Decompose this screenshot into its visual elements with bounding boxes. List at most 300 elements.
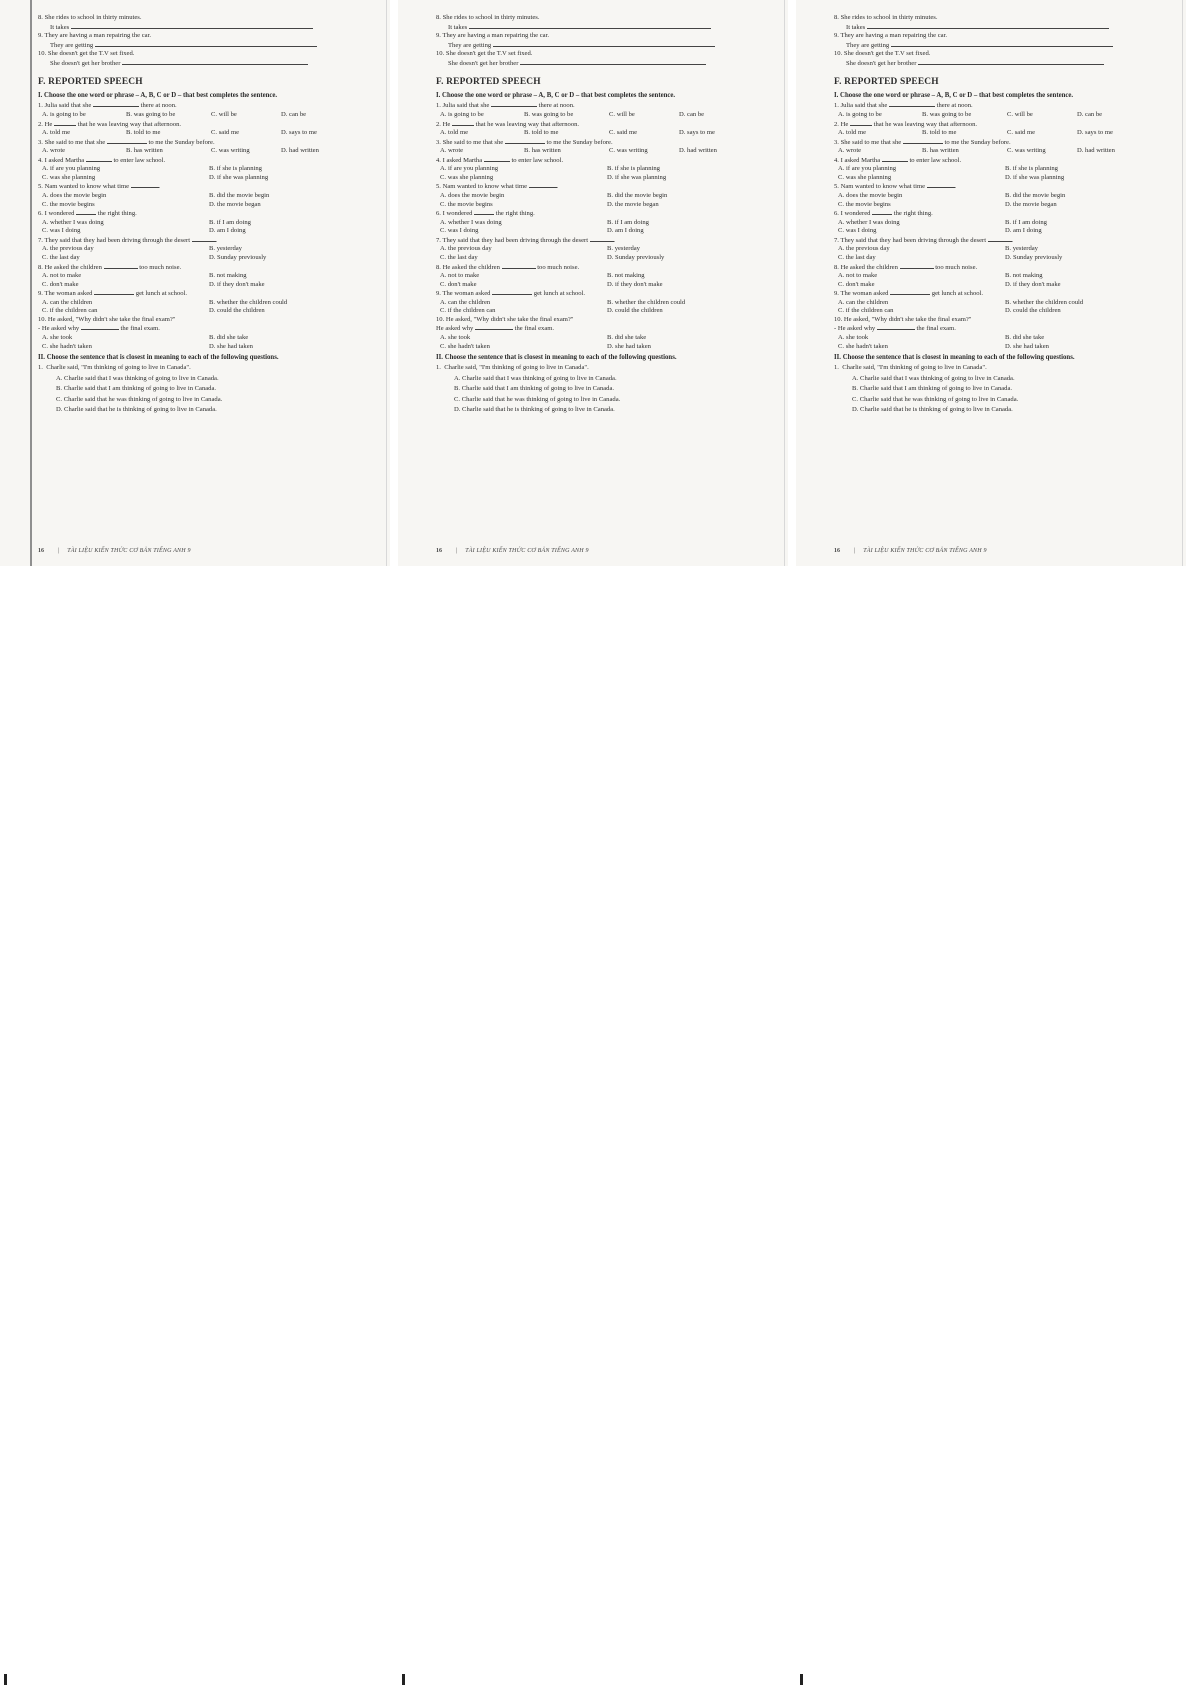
section-title: F. REPORTED SPEECH — [38, 77, 143, 88]
question-item — [38, 156, 376, 183]
option-b: B. if she is planning — [607, 165, 660, 173]
answer-blank — [76, 209, 96, 215]
option-b: B. told to me — [126, 129, 161, 137]
option-d: D. could the children — [209, 307, 265, 315]
option-b: B. did she take — [607, 334, 647, 342]
answer-blank — [131, 182, 161, 191]
question-stem: He asked why — [436, 325, 474, 333]
bottom-edge-mark — [4, 1674, 7, 1685]
question-stem-end: to enter law school. — [511, 156, 564, 164]
answer-blank — [491, 101, 537, 107]
rewrite-question — [436, 364, 774, 415]
answer-blank — [469, 23, 711, 29]
question-stem: - He asked why — [38, 325, 80, 333]
question-stem-end: the final exam. — [514, 325, 555, 333]
option-b: B. Charlie said that I am thinking of going to live in Canada. — [852, 385, 1013, 393]
rewrite-question — [834, 364, 1172, 415]
option-a: A. can the children — [440, 298, 491, 306]
option-d: D. if she was planning — [607, 173, 667, 181]
option-d: D. Sunday previously — [209, 253, 267, 261]
answer-blank — [850, 120, 872, 126]
option-a: A. Charlie said that I was thinking of going to live in Canada. — [454, 374, 617, 382]
option-d: D. Charlie said that he is thinking of going to live in Canada. — [56, 406, 217, 414]
option-a: A. the previous day — [42, 245, 94, 253]
page-fold-edge — [1182, 0, 1183, 566]
part-instruction: II. Choose the sentence that is closest in meaning to each of the following questions. — [38, 354, 279, 362]
option-d: D. Charlie said that he is thinking of going to live in Canada. — [454, 406, 615, 414]
option-c: C. said me — [1007, 129, 1036, 137]
option-c: C. the last day — [42, 253, 80, 261]
option-b: B. was going to be — [922, 110, 972, 118]
question-stem: 4. I asked Martha — [436, 156, 483, 164]
option-b: B. told to me — [524, 129, 559, 137]
question-item — [436, 138, 774, 156]
question-item — [834, 156, 1172, 183]
question-item — [38, 120, 376, 138]
answer-blank — [505, 138, 545, 144]
option-a: A. is going to be — [838, 110, 882, 118]
option-d: D. the movie began — [209, 200, 261, 208]
option-d: D. she had taken — [607, 342, 651, 350]
answer-prefix: It takes — [50, 23, 70, 31]
option-d: D. had written — [1077, 147, 1115, 155]
answer-blank — [872, 209, 892, 215]
answer-blank — [122, 59, 308, 65]
answer-blank — [903, 138, 943, 144]
item-number: 8. — [38, 14, 43, 21]
option-a: A. does the movie begin — [440, 192, 505, 200]
footer-separator: | — [456, 548, 458, 554]
continuation-item — [834, 32, 1172, 50]
part-instruction: II. Choose the sentence that is closest in meaning to each of the following questions. — [436, 354, 677, 362]
question-stem: 3. She said to me that she — [436, 138, 504, 146]
continuation-item — [436, 50, 774, 68]
option-d: D. if they don't make — [607, 280, 663, 288]
option-c: C. if the children can — [838, 307, 894, 315]
question-stem-end: the final exam. — [120, 325, 160, 333]
section-title: F. REPORTED SPEECH — [834, 77, 939, 88]
answer-blank — [474, 209, 494, 215]
item-stem: Charlie said, "I'm thinking of going to live in Canada". — [444, 364, 589, 371]
item-stem: She rides to school in thirty minutes. — [442, 14, 540, 21]
page-footer — [834, 548, 987, 556]
part-instruction: I. Choose the one word or phrase – A, B, C or D – that best completes the sentence. — [38, 91, 278, 99]
question-stem: 2. He — [38, 120, 53, 128]
option-a: A. Charlie said that I was thinking of going to live in Canada. — [56, 374, 219, 382]
option-b: B. was going to be — [126, 110, 176, 118]
option-b: B. was going to be — [524, 110, 574, 118]
option-c: C. was I doing — [42, 227, 81, 235]
option-a: A. not to make — [42, 272, 82, 280]
page-number: 16 — [436, 548, 442, 554]
question-stem: 5. Nam wanted to know what time — [436, 183, 528, 191]
option-c: C. don't make — [838, 280, 875, 288]
option-a: A. Charlie said that I was thinking of going to live in Canada. — [852, 374, 1015, 382]
question-stem-end: the right thing. — [495, 210, 535, 218]
option-d: D. had written — [281, 147, 319, 155]
question-stem: 5. Nam wanted to know what time — [38, 183, 130, 191]
option-d: D. she had taken — [209, 342, 253, 350]
option-c: C. will be — [211, 110, 237, 118]
question-stem: 5. Nam wanted to know what time — [834, 183, 926, 191]
question-stem-end: . — [158, 183, 161, 191]
option-a: A. the previous day — [838, 245, 890, 253]
answer-blank — [104, 263, 138, 269]
question-stem-end: that he was leaving way that afternoon. — [873, 120, 978, 128]
question-stem: - He asked why — [834, 325, 876, 333]
option-b: B. if I am doing — [607, 218, 649, 226]
answer-prefix: She doesn't get her brother — [50, 59, 121, 67]
question-stem: 1. Julia said that she — [436, 102, 490, 110]
option-d: D. says to me — [1077, 129, 1113, 137]
question-item — [834, 263, 1172, 290]
answer-prefix: It takes — [846, 23, 866, 31]
question-item — [38, 316, 376, 351]
option-c: C. was writing — [1007, 147, 1046, 155]
bottom-edge-mark — [800, 1674, 803, 1685]
item-stem: They are having a man repairing the car. — [442, 32, 550, 40]
option-a: A. if are you planning — [42, 165, 101, 173]
option-a: A. the previous day — [440, 245, 492, 253]
option-d: D. if they don't make — [209, 280, 265, 288]
question-item — [436, 263, 774, 290]
continuation-item — [436, 14, 774, 32]
question-stem-end: that he was leaving way that afternoon. — [475, 120, 580, 128]
answer-blank — [107, 138, 147, 144]
option-b: B. not making — [607, 272, 645, 280]
item-stem: They are having a man repairing the car. — [44, 32, 152, 40]
option-d: D. had written — [679, 147, 717, 155]
question-item — [436, 156, 774, 183]
bottom-edge-mark — [402, 1674, 405, 1685]
question-item — [834, 236, 1172, 263]
option-b: B. told to me — [922, 129, 957, 137]
rewrite-question — [38, 364, 376, 415]
question-stem-end: too much noise. — [935, 263, 978, 271]
option-c: C. if the children can — [42, 307, 98, 315]
footer-separator: | — [854, 548, 856, 554]
option-a: A. she took — [440, 334, 471, 342]
page-fold-edge — [386, 0, 387, 566]
option-c: C. was I doing — [440, 227, 479, 235]
footer-title: TÀI LIỆU KIẾN THỨC CƠ BẢN TIẾNG ANH 9 — [863, 548, 987, 554]
option-b: B. if I am doing — [1005, 218, 1047, 226]
footer-title: TÀI LIỆU KIẾN THỨC CƠ BẢN TIẾNG ANH 9 — [465, 548, 589, 554]
option-b: B. not making — [1005, 272, 1043, 280]
option-b: B. if she is planning — [1005, 165, 1058, 173]
answer-blank — [900, 263, 934, 269]
question-stem: 4. I asked Martha — [834, 156, 881, 164]
question-stem-end: to enter law school. — [909, 156, 962, 164]
answer-blank — [882, 156, 908, 162]
answer-blank — [927, 182, 957, 191]
continuation-item — [834, 14, 1172, 32]
option-c: C. was writing — [609, 147, 648, 155]
option-a: A. she took — [42, 334, 73, 342]
question-stem: 4. I asked Martha — [38, 156, 85, 164]
option-c: C. will be — [609, 110, 635, 118]
item-stem: She doesn't get the T.V set fixed. — [445, 50, 533, 58]
answer-blank — [475, 324, 513, 330]
question-item — [436, 209, 774, 236]
answer-blank — [86, 156, 112, 162]
option-c: C. she hadn't taken — [42, 342, 92, 350]
question-stem-end: the right thing. — [97, 210, 137, 218]
item-number: 1. — [834, 364, 839, 371]
answer-blank — [192, 236, 216, 242]
answer-prefix: She doesn't get her brother — [846, 59, 917, 67]
question-stem-end: . — [613, 236, 616, 244]
part-instruction: II. Choose the sentence that is closest in meaning to each of the following questions. — [834, 354, 1075, 362]
question-item — [834, 138, 1172, 156]
option-b: B. yesterday — [209, 245, 242, 253]
answer-blank — [529, 182, 559, 191]
item-number: 1. — [38, 364, 43, 371]
option-b: B. did the movie begin — [607, 192, 668, 200]
answer-blank — [81, 324, 119, 330]
question-stem: 1. Julia said that she — [834, 102, 888, 110]
question-item — [834, 182, 1172, 209]
item-stem: She rides to school in thirty minutes. — [840, 14, 938, 21]
answer-blank — [71, 23, 313, 29]
option-b: B. Charlie said that I am thinking of going to live in Canada. — [454, 385, 615, 393]
question-stem: 9. The woman asked — [38, 290, 93, 298]
question-stem-end: the right thing. — [893, 210, 933, 218]
question-stem: 6. I wondered — [38, 210, 75, 218]
question-stem-end: too much noise. — [537, 263, 580, 271]
question-item — [38, 263, 376, 290]
option-a: A. not to make — [440, 272, 480, 280]
option-a: A. can the children — [42, 298, 93, 306]
question-stem-end: to me the Sunday before. — [148, 138, 215, 146]
option-b: B. yesterday — [1005, 245, 1038, 253]
option-b: B. did she take — [1005, 334, 1045, 342]
footer-title: TÀI LIỆU KIẾN THỨC CƠ BẢN TIẾNG ANH 9 — [67, 548, 191, 554]
part-instruction: I. Choose the one word or phrase – A, B, C or D – that best completes the sentence. — [436, 91, 676, 99]
continuation-item — [834, 50, 1172, 68]
item-number: 8. — [834, 14, 839, 21]
option-b: B. not making — [209, 272, 247, 280]
page-binding-edge — [30, 0, 32, 566]
question-stem: 2. He — [834, 120, 849, 128]
part-instruction: I. Choose the one word or phrase – A, B, C or D – that best completes the sentence. — [834, 91, 1074, 99]
option-c: C. was she planning — [42, 173, 96, 181]
answer-blank — [93, 101, 139, 107]
question-stem-end: to enter law school. — [113, 156, 166, 164]
option-a: A. wrote — [42, 147, 66, 155]
option-d: D. can be — [281, 110, 307, 118]
question-item — [38, 101, 376, 119]
question-item — [834, 101, 1172, 119]
question-stem-end: . — [1011, 236, 1014, 244]
option-a: A. wrote — [838, 147, 862, 155]
question-stem: 8. He asked the children — [834, 263, 898, 271]
question-stem: 10. He asked, "Why didn't she take the final exam?" — [834, 315, 972, 323]
question-stem-end: there at noon. — [140, 102, 177, 110]
question-item — [38, 138, 376, 156]
option-c: C. was she planning — [838, 173, 892, 181]
item-number: 8. — [436, 14, 441, 21]
question-stem-end: . — [215, 236, 218, 244]
option-a: A. told me — [42, 129, 71, 137]
option-a: A. whether I was doing — [838, 218, 900, 226]
option-d: D. am I doing — [209, 227, 246, 235]
option-b: B. whether the children could — [607, 298, 686, 306]
option-a: A. is going to be — [42, 110, 86, 118]
question-stem: 3. She said to me that she — [38, 138, 106, 146]
option-a: A. she took — [838, 334, 869, 342]
option-b: B. did the movie begin — [1005, 192, 1066, 200]
option-b: B. if she is planning — [209, 165, 262, 173]
question-stem: 9. The woman asked — [436, 290, 491, 298]
answer-prefix: They are getting — [448, 41, 492, 49]
answer-prefix: They are getting — [50, 41, 94, 49]
answer-prefix: They are getting — [846, 41, 890, 49]
option-a: A. is going to be — [440, 110, 484, 118]
question-stem-end: there at noon. — [538, 102, 575, 110]
option-c: C. was I doing — [838, 227, 877, 235]
option-b: B. has written — [524, 147, 561, 155]
question-item — [38, 209, 376, 236]
option-d: D. if she was planning — [1005, 173, 1065, 181]
item-stem: She rides to school in thirty minutes. — [44, 14, 142, 21]
option-a: A. does the movie begin — [42, 192, 107, 200]
item-stem: She doesn't get the T.V set fixed. — [47, 50, 135, 58]
answer-blank — [94, 289, 134, 295]
option-a: A. told me — [838, 129, 867, 137]
worksheet-page — [398, 0, 788, 566]
option-c: C. will be — [1007, 110, 1033, 118]
answer-blank — [502, 263, 536, 269]
option-d: D. could the children — [607, 307, 663, 315]
option-d: D. the movie began — [607, 200, 659, 208]
question-item — [834, 209, 1172, 236]
option-c: C. was she planning — [440, 173, 494, 181]
continuation-item — [38, 50, 376, 68]
option-c: C. the last day — [838, 253, 876, 261]
option-d: D. could the children — [1005, 307, 1061, 315]
option-d: D. am I doing — [607, 227, 644, 235]
footer-separator: | — [58, 548, 60, 554]
item-stem: They are having a man repairing the car. — [840, 32, 948, 40]
option-b: B. did she take — [209, 334, 249, 342]
question-stem: 7. They said that they had been driving through the desert — [834, 236, 987, 244]
question-stem-end: get lunch at school. — [135, 290, 188, 298]
option-a: A. if are you planning — [440, 165, 499, 173]
question-stem: 7. They said that they had been driving through the desert — [436, 236, 589, 244]
question-item — [436, 120, 774, 138]
item-number: 9. — [436, 32, 441, 40]
answer-blank — [891, 41, 1113, 47]
option-b: B. if I am doing — [209, 218, 251, 226]
question-stem: 3. She said to me that she — [834, 138, 902, 146]
question-stem: 8. He asked the children — [436, 263, 500, 271]
option-d: D. says to me — [679, 129, 715, 137]
answer-blank — [520, 59, 706, 65]
answer-blank — [918, 59, 1104, 65]
answer-blank — [95, 41, 317, 47]
continuation-item — [38, 14, 376, 32]
question-stem: 2. He — [436, 120, 451, 128]
option-d: D. Sunday previously — [1005, 253, 1063, 261]
option-c: C. the movie begins — [42, 200, 95, 208]
option-d: D. she had taken — [1005, 342, 1049, 350]
option-c: C. don't make — [42, 280, 79, 288]
answer-blank — [493, 41, 715, 47]
question-item — [38, 236, 376, 263]
question-stem-end: too much noise. — [139, 263, 182, 271]
question-item — [436, 316, 774, 351]
question-item — [436, 101, 774, 119]
answer-blank — [492, 289, 532, 295]
option-a: A. whether I was doing — [440, 218, 502, 226]
worksheet-page — [0, 0, 390, 566]
option-c: C. Charlie said that he was thinking of going to live in Canada. — [56, 395, 223, 403]
page-footer — [436, 548, 589, 556]
answer-blank — [590, 236, 614, 242]
option-d: D. am I doing — [1005, 227, 1042, 235]
question-stem: 10. He asked, "Why didn't she take the final exam?" — [436, 315, 574, 323]
option-d: D. can be — [679, 110, 705, 118]
option-c: C. the movie begins — [440, 200, 493, 208]
option-b: B. whether the children could — [209, 298, 288, 306]
option-c: C. said me — [609, 129, 638, 137]
question-stem-end: there at noon. — [936, 102, 973, 110]
answer-blank — [877, 324, 915, 330]
question-item — [436, 182, 774, 209]
option-a: A. can the children — [838, 298, 889, 306]
continuation-item — [38, 32, 376, 50]
question-item — [38, 182, 376, 209]
option-a: A. wrote — [440, 147, 464, 155]
question-item — [38, 289, 376, 316]
option-d: D. says to me — [281, 129, 317, 137]
option-a: A. not to make — [838, 272, 878, 280]
item-number: 10. — [38, 50, 47, 58]
option-c: C. don't make — [440, 280, 477, 288]
option-c: C. if the children can — [440, 307, 496, 315]
page-number: 16 — [834, 548, 840, 554]
question-stem-end: to me the Sunday before. — [944, 138, 1011, 146]
option-c: C. she hadn't taken — [440, 342, 490, 350]
answer-prefix: She doesn't get her brother — [448, 59, 519, 67]
option-b: B. Charlie said that I am thinking of going to live in Canada. — [56, 385, 217, 393]
question-stem-end: the final exam. — [916, 325, 956, 333]
option-b: B. has written — [126, 147, 163, 155]
question-stem-end: that he was leaving way that afternoon. — [77, 120, 182, 128]
question-stem-end: to me the Sunday before. — [546, 138, 613, 146]
answer-prefix: It takes — [448, 23, 468, 31]
item-stem: She doesn't get the T.V set fixed. — [843, 50, 931, 58]
item-number: 10. — [834, 50, 843, 58]
option-c: C. the last day — [440, 253, 478, 261]
question-stem: 6. I wondered — [834, 210, 871, 218]
question-item — [834, 316, 1172, 351]
option-c: C. was writing — [211, 147, 250, 155]
option-b: B. did the movie begin — [209, 192, 270, 200]
question-item — [436, 236, 774, 263]
page-footer — [38, 548, 191, 556]
question-stem-end: . — [556, 183, 559, 191]
item-number: 9. — [38, 32, 43, 40]
question-stem: 9. The woman asked — [834, 290, 889, 298]
section-title: F. REPORTED SPEECH — [436, 77, 541, 88]
question-item — [834, 289, 1172, 316]
question-item — [436, 289, 774, 316]
option-a: A. if are you planning — [838, 165, 897, 173]
question-stem: 1. Julia said that she — [38, 102, 92, 110]
option-d: D. can be — [1077, 110, 1103, 118]
